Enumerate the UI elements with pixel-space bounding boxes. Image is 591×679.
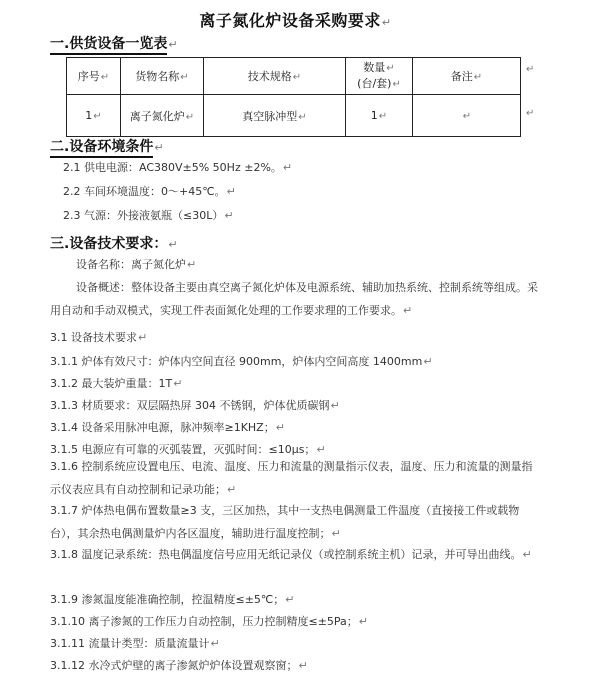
section-3-title: 设备技术要求： (69, 236, 168, 252)
section-2-number: 二. (50, 139, 69, 158)
header-index: 序号↵ (67, 58, 121, 95)
requirement-item: 3.1.12 水冷式炉壁的离子渗氮炉炉体设置观察窗；↵ (50, 659, 308, 672)
cell-qty: 1↵ (346, 95, 413, 137)
header-name: 货物名称↵ (121, 58, 204, 95)
requirement-item: 3.1 设备技术要求↵ (50, 331, 148, 344)
cell-remark: ↵ (413, 95, 521, 137)
header-remark: 备注↵ (413, 58, 521, 95)
requirement-item: 3.1.8 温度记录系统：热电偶温度信号应用无纸记录仪（或控制系统主机）记录，并可导出曲线。↵ (50, 548, 532, 561)
table-row (67, 95, 521, 137)
requirement-item: 3.1.3 材质要求：双层隔热屏 304 不锈钢，炉体优质碳钢↵ (50, 399, 340, 412)
section-heading-2: 二.设备环境条件↵ (50, 136, 164, 156)
requirement-item: 3.1.9 渗氮温度能准确控制，控温精度≤±5℃；↵ (50, 593, 295, 606)
header-qty: 数量↵ (台/套)↵ (346, 58, 413, 95)
env-item: 2.3 气源：外接液氨瓶（≤30L）↵ (63, 209, 234, 222)
requirement-item: 3.1.4 设备采用脉冲电源，脉冲频率≥1KHZ；↵ (50, 421, 285, 434)
requirement-item: 3.1.6 控制系统应设置电压、电流、温度、压力和流量的测量指示仪表，温度、压力和流量的测量指示仪表应具有自动控制和记录功能；↵ (50, 460, 533, 496)
document-title: 离子氮化炉设备采购要求↵ (199, 11, 392, 30)
section-heading-3: 三.设备技术要求：↵ (50, 236, 178, 252)
section-1-number: 一. (50, 36, 69, 55)
row-end-mark: ↵ (526, 108, 535, 119)
table-header-row (67, 58, 521, 95)
section-1-title: 供货设备一览表 (69, 36, 167, 55)
header-spec: 技术规格↵ (204, 58, 346, 95)
section-2-title: 设备环境条件 (69, 139, 153, 158)
device-name: 设备名称：离子氮化炉↵ (76, 258, 197, 271)
row-end-mark: ↵ (526, 64, 535, 75)
env-item: 2.2 车间环境温度：0～+45℃。↵ (63, 185, 236, 198)
cell-index: 1↵ (67, 95, 121, 137)
device-overview: 设备概述：整体设备主要由真空离子氮化炉体及电源系统、辅助加热系统、控制系统等组成。采用自动和手动双模式，实现工件表面氮化处理的工作要求理的工作要求。↵ (50, 281, 538, 317)
section-heading-1: 一.供货设备一览表↵ (50, 33, 178, 53)
requirement-item: 3.1.1 炉体有效尺寸：炉体内空间直径 900mm，炉体内空间高度 1400mm↵ (50, 355, 433, 368)
env-item: 2.1 供电电源：AC380V±5% 50Hz ±2%。↵ (63, 161, 293, 174)
cell-spec: 真空脉冲型↵ (204, 95, 346, 137)
requirement-item: 3.1.7 炉体热电偶布置数量≥3 支，三区加热，其中一支热电偶测量工件温度（直接接工件或载物台），其余热电偶测量炉内各区温度，辅助进行温度控制；↵ (50, 504, 520, 540)
requirement-item: 3.1.2 最大装炉重量：1T↵ (50, 377, 183, 390)
cell-name: 离子氮化炉↵ (121, 95, 204, 137)
requirement-item: 3.1.10 离子渗氮的工作压力自动控制，压力控制精度≤±5Pa；↵ (50, 615, 369, 628)
equipment-table (66, 57, 521, 137)
requirement-item: 3.1.11 流量计类型：质量流量计↵ (50, 637, 220, 650)
section-3-number: 三. (50, 236, 70, 252)
requirement-item: 3.1.5 电源应有可靠的灭弧装置，灭弧时间：≤10μs；↵ (50, 443, 326, 456)
